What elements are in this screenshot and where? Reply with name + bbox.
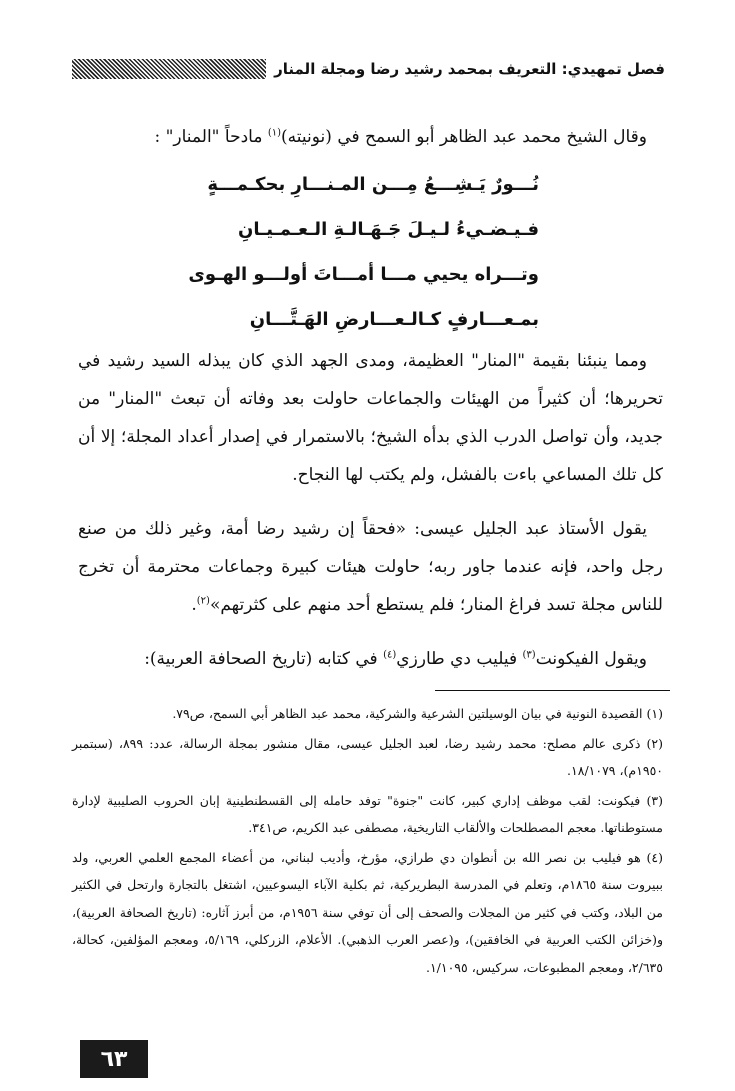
footnote: (٢) ذكرى عالم مصلح: محمد رشيد رضا، لعبد الجليل عيسى، مقال منشور بمجلة الرسالة، عدد: ٨٩٩، (سبتمبر ١٩٥٠م)، ١٨/١٠٧٩. — [72, 735, 663, 778]
footnote: (٤) هو فيليب بن نصر الله بن أنطوان دي طرازي، مؤرخ، وأديب لبناني، من أعضاء المجمع العلمي العربي، ولد ببيروت سنة ١٨٦٥م، وتعلم في المدرسة البطريركية، ثم بكلية الآباء اليسوعيين، اشتغل بالتجارة وارتحل في الكثير من البلاد، وكتب في كثير من المجلات والصحف إلى أن توفي سنة ١٩٥٦م، من أبرز آثاره: (تاريخ الصحافة العربية)، و(خزائن الكتب العربية في الخافقين)، و(عصر العرب الذهبي). الأعلام، الزركلي، ٥/١٦٩، ومعجم المؤلفين، كحالة، ٢/٦٣٥، ومعجم المطبوعات، سركيس، ١/١٠٩٥. — [72, 849, 664, 975]
header-title: فصل تمهيدي: التعريف بمحمد رشيد رضا ومجلة المنار — [274, 60, 665, 78]
paragraph-3: ويقول الفيكونت$^{(٣)}$ فيليب دي طارزي$^{(٤)}$ في كتابه (تاريخ الصحافة العربية): — [144, 649, 647, 669]
footnote-ref-4[interactable]: (٤) — [383, 649, 397, 661]
paragraph-1: ومما ينبئنا بقيمة "المنار" العظيمة، ومدى الجهد الذي كان يبذله السيد رشيد في تحريرها؛ أن كثيراً من الهيئات والجماعات حاولت بعد وفاته أن تبعث "المنار" من جديد، وأن تواصل الدرب الذي بدأه الشيخ؛ بالاستمرار في إصدار أعداد المجلة؛ إلا أن كل تلك المساعي باءت بالفشل، ولم يكتب لها النجاح. — [78, 351, 663, 485]
running-header — [72, 54, 665, 84]
paragraph-2: يقول الأستاذ عبد الجليل عيسى: «فحقاً إن رشيد رضا أمة، وغير ذلك من صنع رجل واحد، فإنه عندما جاور ربه؛ حاولت هيئات كبيرة وجماعات محترمة أن تخرج للناس مجلة تسد فراغ المنار؛ فلم يستطع أحد منهم على كثرتهم»$^{(٢)}$. — [78, 519, 663, 615]
poem-line: وتـــراه يحيي مـــا أمـــاتَ أولـــو الهـوى — [188, 264, 539, 285]
footnote: (١) القصيدة النونية في بيان الوسيلتين الشرعية والشركية، محمد عبد الظاهر أبي السمح، ص٧٩. — [172, 706, 663, 721]
footnotes — [72, 700, 663, 981]
footnote: (٣) فيكونت: لقب موظف إداري كبير، كانت "جنوة" توفد حامله إلى القسطنطينية إبان الحروب الصليبية لإدارة مستوطناتها. معجم المصطلحات والألقاب التاريخية، مصطفى عبد الكريم، ص٣٤١. — [72, 792, 663, 835]
main-text — [78, 118, 663, 678]
footnote-ref-2[interactable]: (٢) — [196, 595, 210, 607]
footnote-ref-3[interactable]: (٣) — [522, 649, 536, 661]
poem-line: فـيـضـيءُ لـيـلَ جَـهَـالـةِ الـعـمـيـانِ — [238, 219, 539, 240]
poem-line: بمـعـــارفٍ كـالـعـــارضِ الهَـتَّـــانِ — [249, 309, 539, 330]
poem-line: نُـــورٌ يَـشِـــعُ مِـــن المـنـــارِ بحكـمـــةٍ — [207, 174, 539, 195]
intro-line: وقال الشيخ محمد عبد الظاهر أبو السمح في (نونيته)$^{(١)}$ مادحاً "المنار" : — [154, 127, 647, 147]
page-number: ٦٣ — [80, 1040, 148, 1078]
footnote-divider — [435, 690, 670, 691]
header-decorative-band — [72, 59, 266, 79]
footnote-ref-1[interactable]: (١) — [267, 127, 282, 139]
poem — [78, 162, 663, 342]
